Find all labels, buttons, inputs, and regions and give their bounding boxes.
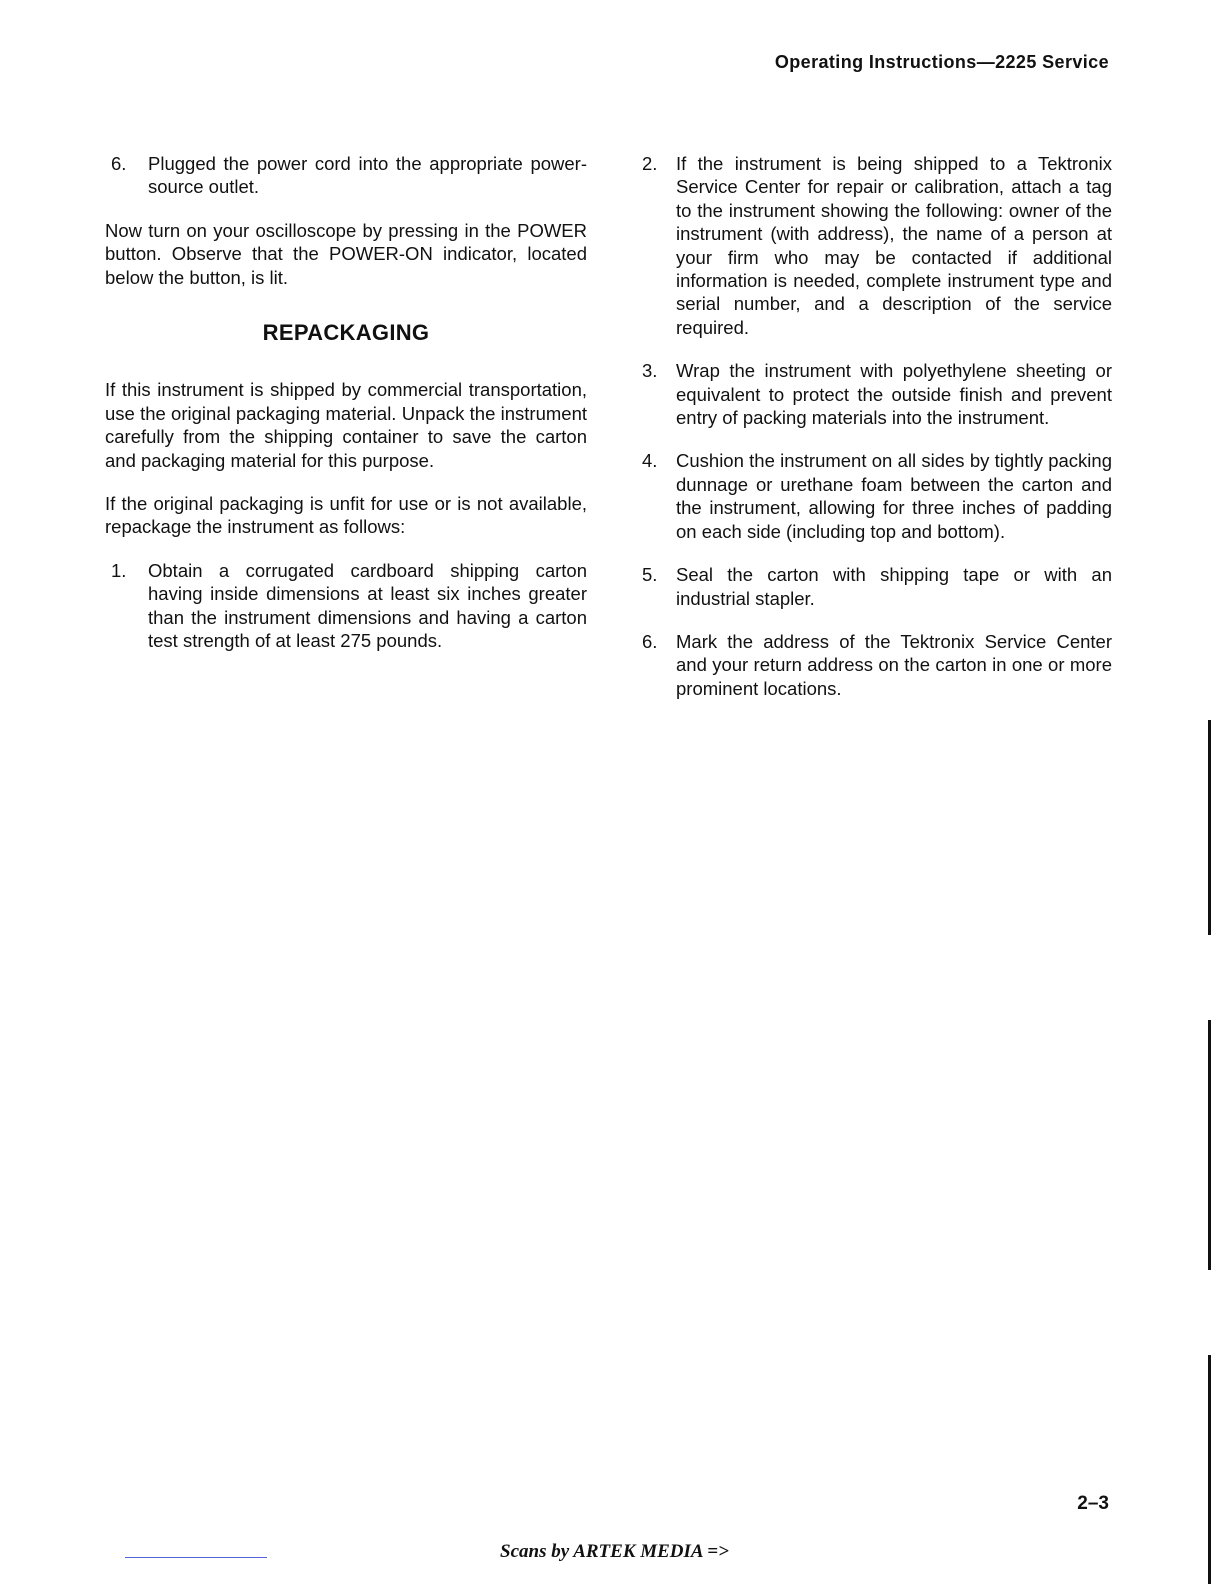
section-title: REPACKAGING — [262, 320, 430, 346]
list-item-text: Plugged the power cord into the appropriate power-source outlet. — [148, 153, 587, 198]
footer-link-underline — [125, 1557, 267, 1558]
list-item-text: Obtain a corrugated cardboard shipping carton having inside dimensions at least six inches greater than the instrument dimensions and having a carton test strength of at least 275 pounds. — [148, 559, 587, 652]
list-item-number: 4. — [642, 450, 658, 472]
list-item-number: 3. — [642, 360, 658, 382]
list-item — [640, 359, 1112, 429]
repackaging-paragraph-1: If this instrument is shipped by commercial transportation, use the original packaging material. Unpack the instrument carefully from the shipping container to save the carton and packaging material for this purpose. — [105, 379, 587, 471]
list-item-number: 5. — [642, 564, 658, 586]
list-item-number: 6. — [111, 153, 127, 174]
list-item-number: 1. — [111, 559, 127, 581]
list-item-text: Mark the address of the Tektronix Service Center and your return address on the carton in one or more prominent locations. — [676, 630, 1112, 699]
list-item-number: 6. — [642, 630, 658, 652]
scan-credit: Scans by ARTEK MEDIA => — [500, 1541, 729, 1562]
list-item — [640, 563, 1112, 610]
list-item — [105, 152, 587, 199]
scan-edge-mark — [1208, 1020, 1211, 1270]
list-item-text: Seal the carton with shipping tape or with an industrial stapler. — [676, 564, 1112, 609]
power-on-paragraph: Now turn on your oscilloscope by pressing in the POWER button. Observe that the POWER-ON indicator, located below the button, is lit. — [105, 219, 587, 288]
list-item — [640, 152, 1112, 339]
list-item-text: Cushion the instrument on all sides by tightly packing dunnage or urethane foam between the carton and the instrument, allowing for three inches of padding on each side (including top and bottom). — [676, 450, 1112, 542]
list-item — [640, 449, 1112, 543]
list-item — [640, 630, 1112, 700]
repackaging-paragraph-2: If the original packaging is unfit for use or is not available, repackage the instrument as follows: — [105, 493, 587, 538]
list-item-text: If the instrument is being shipped to a Tektronix Service Center for repair or calibration, attach a tag to the instrument showing the following: owner of the instrument (with address), the name of a person at your firm who may be contacted if additional information is needed, complete instrument type and serial number, and a description of the service required. — [676, 153, 1112, 338]
list-item — [105, 559, 587, 653]
left-column — [105, 152, 587, 673]
scan-edge-mark — [1208, 1355, 1211, 1584]
list-item-text: Wrap the instrument with polyethylene sheeting or equivalent to protect the outside finish and prevent entry of packing materials into the instrument. — [676, 360, 1112, 429]
scan-edge-mark — [1208, 720, 1211, 935]
running-header: Operating Instructions—2225 Service — [774, 52, 1109, 72]
page-number: 2–3 — [1077, 1493, 1109, 1514]
right-column — [640, 152, 1112, 720]
list-item-number: 2. — [642, 153, 658, 174]
